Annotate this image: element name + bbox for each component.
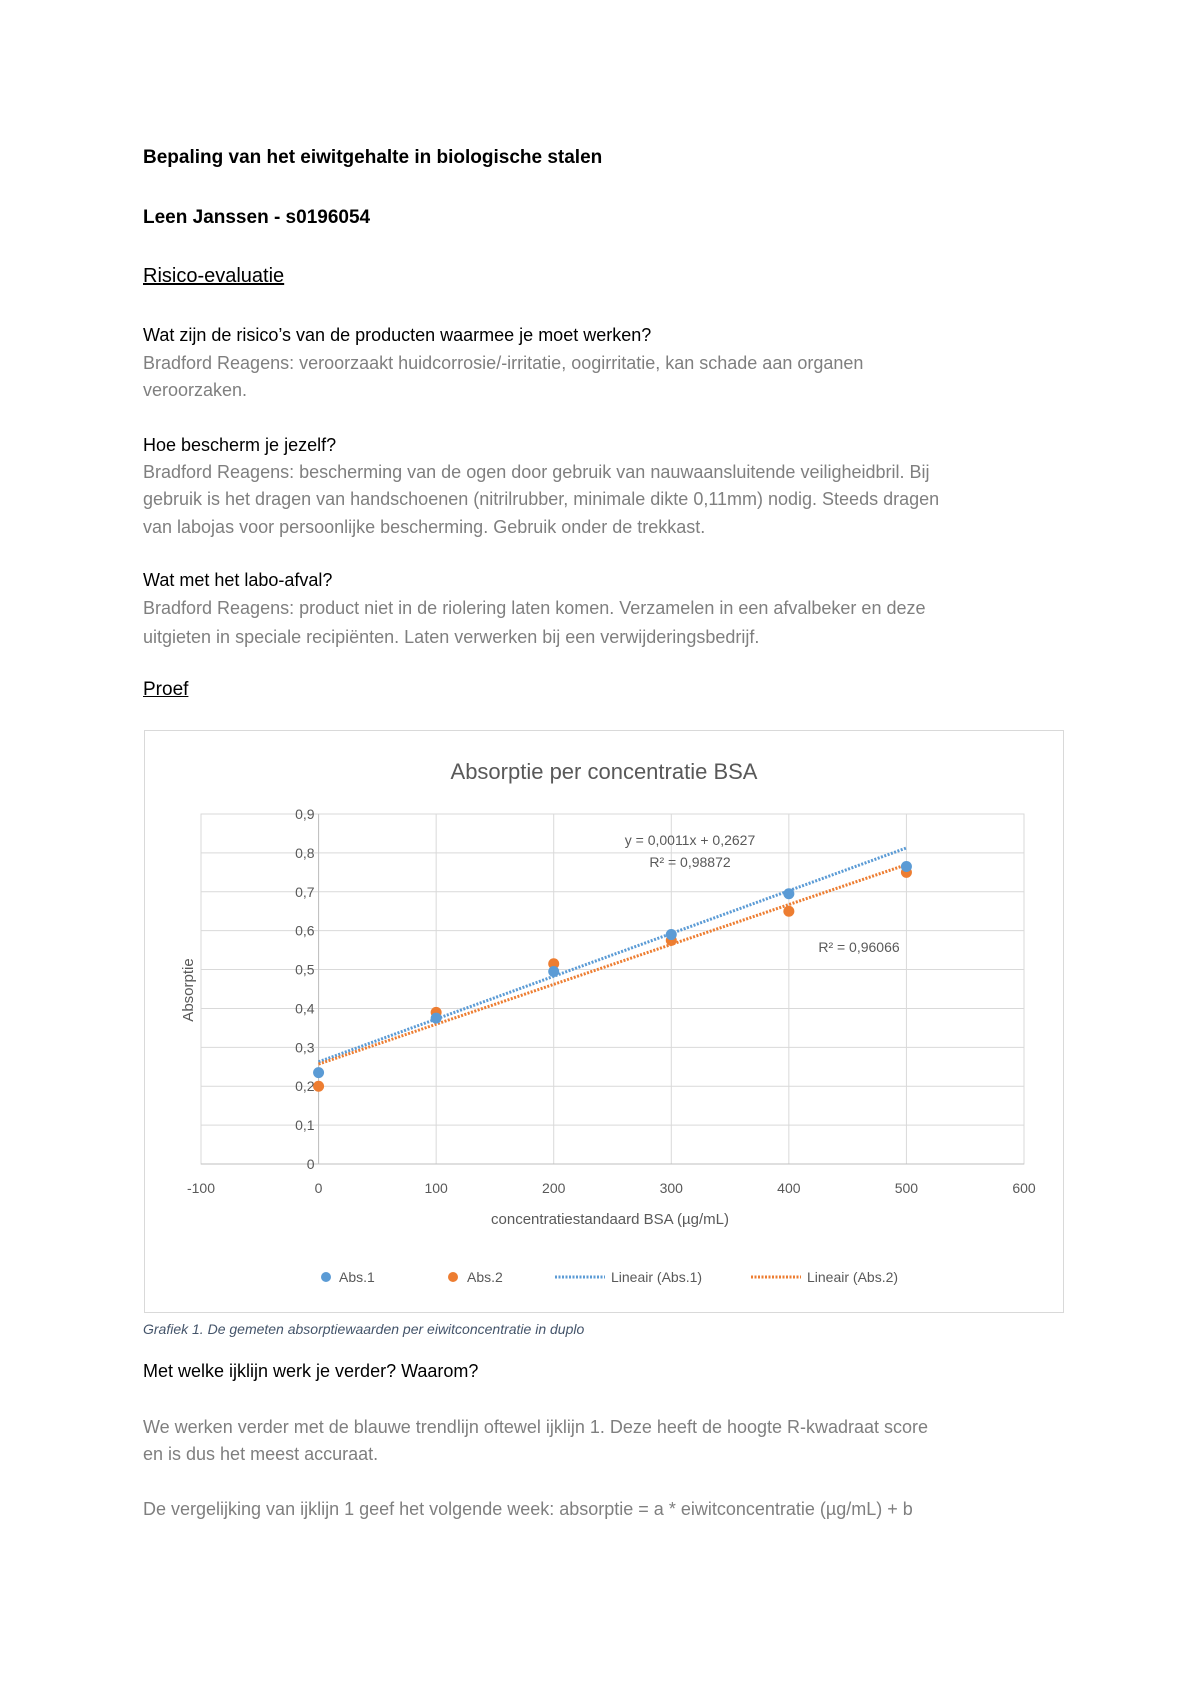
document-title: Bepaling van het eiwitgehalte in biologische stalen (143, 147, 603, 168)
data-point-abs1 (901, 861, 912, 872)
x-tick-label: -100 (186, 1180, 216, 1196)
legend-label-trend2: Lineair (Abs.2) (807, 1269, 899, 1285)
data-point-abs2 (783, 906, 794, 917)
legend-label-trend1: Lineair (Abs.1) (611, 1269, 703, 1285)
x-tick-label: 200 (542, 1180, 566, 1196)
x-tick-label: 400 (777, 1180, 801, 1196)
answer-waste-line: uitgieten in speciale recipiënten. Laten verwerken bij een verwijderingsbedrijf. (143, 627, 760, 647)
x-axis-label: concentratiestandaard BSA (µg/mL) (491, 1211, 729, 1228)
trendline-r2-abs1: R² = 0,98872 (649, 854, 731, 870)
y-tick-label: 0,9 (295, 806, 315, 822)
section-heading-risk: Risico-evaluatie (143, 265, 285, 287)
answer-protection-line: gebruik is het dragen van handschoenen (nitrilrubber, minimale dikte 0,11mm) nodig. Steeds dragen (143, 489, 940, 509)
chart-svg (145, 731, 1063, 1312)
x-tick-label: 300 (659, 1180, 683, 1196)
y-axis-label: Absorptie (180, 958, 197, 1022)
x-tick-label: 600 (1012, 1180, 1036, 1196)
question-protection: Hoe bescherm je jezelf? (143, 435, 337, 455)
data-point-abs1 (548, 966, 559, 977)
answer-calibration-line: en is dus het meest accuraat. (143, 1444, 379, 1464)
legend-label-abs1: Abs.1 (339, 1269, 375, 1285)
data-point-abs1 (431, 1013, 442, 1024)
y-tick-label: 0,4 (295, 1000, 315, 1017)
section-heading-proef: Proef (143, 679, 189, 700)
legend-label-abs2: Abs.2 (467, 1269, 503, 1285)
y-tick-label: 0,1 (295, 1117, 315, 1134)
answer-protection-line: van labojas voor persoonlijke bescherming. Gebruik onder de trekkast. (143, 517, 706, 537)
question-waste: Wat met het labo-afval? (143, 570, 333, 590)
y-tick-label: 0,6 (295, 922, 315, 939)
y-tick-label: 0 (306, 1156, 315, 1172)
trendline-equation: y = 0,0011x + 0,2627 (624, 832, 756, 848)
y-tick-label: 0,5 (295, 961, 315, 978)
legend-marker-abs1 (321, 1272, 331, 1282)
data-point-abs1 (313, 1067, 324, 1078)
answer-risks-line: Bradford Reagens: veroorzaakt huidcorrosie/-irritatie, oogirritatie, kan schade aan organen (143, 353, 864, 373)
data-point-abs1 (783, 888, 794, 899)
plot-area (201, 814, 1024, 1164)
y-tick-label: 0,2 (295, 1078, 315, 1095)
equation-statement: De vergelijking van ijklijn 1 geef het volgende week: absorptie = a * eiwitconcentratie (µg/mL) + b (143, 1499, 913, 1519)
chart-title: Absorptie per concentratie BSA (450, 759, 758, 784)
question-calibration: Met welke ijklijn werk je verder? Waarom? (143, 1361, 479, 1381)
question-risks: Wat zijn de risico’s van de producten waarmee je moet werken? (143, 325, 652, 345)
x-tick-label: 100 (424, 1180, 448, 1196)
x-tick-label: 500 (894, 1180, 919, 1196)
chart-caption: Grafiek 1. De gemeten absorptiewaarden per eiwitconcentratie in duplo (143, 1321, 585, 1337)
answer-risks-line: veroorzaken. (143, 380, 248, 400)
answer-waste-line: Bradford Reagens: product niet in de riolering laten komen. Verzamelen in een afvalbeker en deze (143, 598, 926, 618)
y-tick-label: 0,7 (295, 883, 315, 900)
trendline-r2-abs2: R² = 0,96066 (818, 939, 900, 955)
trendline-2 (319, 865, 907, 1065)
y-tick-label: 0,3 (295, 1039, 315, 1056)
answer-protection-line: Bradford Reagens: bescherming van de ogen door gebruik van nauwaansluitende veiligheidbril. Bij (143, 462, 930, 482)
legend-marker-abs2 (448, 1272, 458, 1282)
chart-legend (321, 1269, 898, 1285)
data-point-abs1 (666, 929, 677, 940)
x-tick-label: 0 (314, 1180, 323, 1196)
y-tick-label: 0,8 (295, 844, 315, 861)
author-line: Leen Janssen - s0196054 (143, 207, 371, 228)
data-point-abs2 (313, 1081, 324, 1092)
answer-calibration-line: We werken verder met de blauwe trendlijn oftewel ijklijn 1. Deze heeft de hoogte R-kwadraat score (143, 1417, 929, 1437)
absorption-chart (144, 730, 1064, 1313)
